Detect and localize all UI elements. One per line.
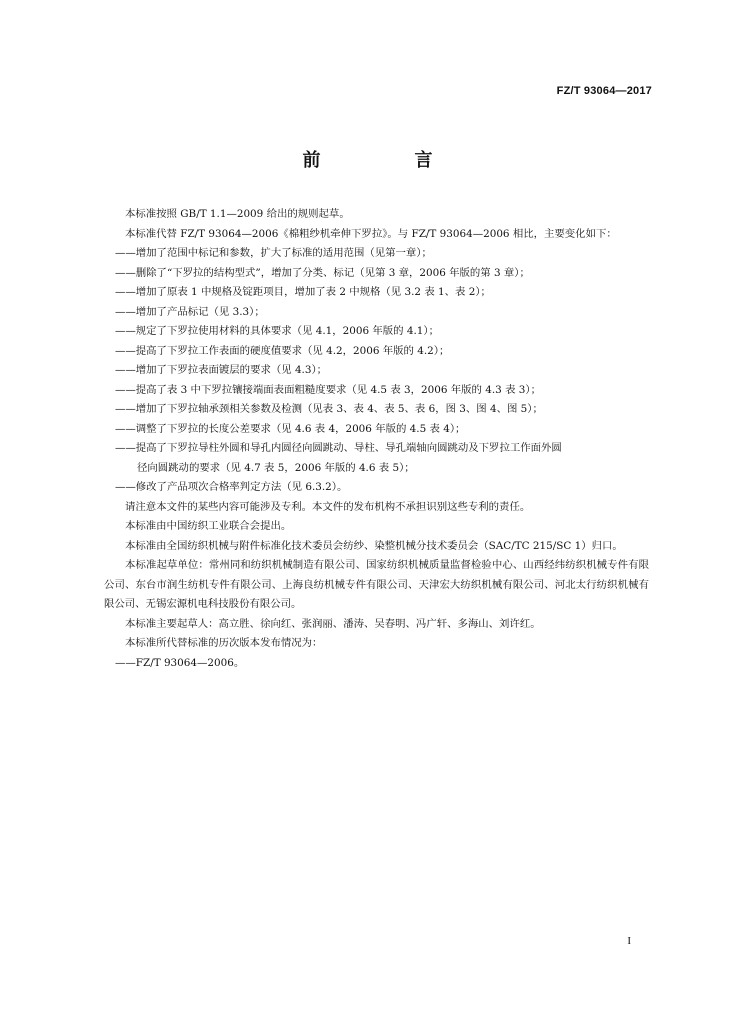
change-item-long-line1: ——提高了下罗拉导柱外圆和导孔内圆径向圆跳动、导柱、导孔端轴向圆跳动及下罗拉工作面外圆 <box>115 442 562 454</box>
change-item: ——删除了“下罗拉的结构型式”，增加了分类、标记（见第 3 章，2006 年版的第 3 章）； <box>115 266 530 279</box>
paragraph-drafting-rules: 本标准按照 GB/T 1.1—2009 给出的规则起草。 <box>125 208 350 220</box>
change-item: ——调整了下罗拉的长度公差要求（见 4.6 表 4，2006 年版的 4.5 表 4）； <box>115 422 466 435</box>
paragraph-patent-notice: 请注意本文件的某些内容可能涉及专利。本文件的发布机构不承担识别这些专利的责任。 <box>125 500 531 513</box>
change-item: ——提高了下罗拉工作表面的硬度值要求（见 4.2，2006 年版的 4.2）； <box>115 344 450 357</box>
change-item: ——增加了范围中标记和参数，扩大了标准的适用范围（见第一章）； <box>115 247 432 259</box>
paragraph-replacement: 本标准代替 FZ/T 93064—2006《棉粗纱机牵伸下罗拉》。与 FZ/T 93064—2006 相比，主要变化如下： <box>125 227 617 240</box>
paragraph-history-intro: 本标准所代替标准的历次版本发布情况为： <box>125 637 323 649</box>
change-item: ——提高了表 3 中下罗拉镶接端面表面粗糙度要求（见 4.5 表 3，2006 年版的 4.3 表 3）； <box>115 383 541 396</box>
page-number: I <box>627 935 631 947</box>
change-item: ——修改了产品项次合格率判定方法（见 6.3.2）。 <box>115 481 348 493</box>
change-item: ——增加了产品标记（见 3.3）； <box>115 305 265 318</box>
standard-code: FZ/T 93064—2017 <box>556 85 652 97</box>
change-item: ——增加了下罗拉表面镀层的要求（见 4.3）； <box>115 364 328 376</box>
paragraph-drafters: 本标准主要起草人：高立胜、徐向红、张润丽、潘涛、吴春明、冯广轩、多海山、刘许红。 <box>125 617 541 630</box>
change-item-long <box>115 439 649 478</box>
change-item: ——规定了下罗拉使用材料的具体要求（见 4.1，2006 年版的 4.1）； <box>115 325 439 337</box>
change-item: ——增加了原表 1 中规格及锭距项目，增加了表 2 中规格（见 3.2 表 1、表 2）； <box>115 286 491 298</box>
change-item-long-line2: 径向圆跳动的要求（见 4.7 表 5，2006 年版的 4.6 表 5）； <box>137 461 415 474</box>
paragraph-committee: 本标准由全国纺织机械与附件标准化技术委员会纺纱、染整机械分技术委员会（SAC/TC 215/SC 1）归口。 <box>125 539 623 552</box>
history-item: ——FZ/T 93064—2006。 <box>115 656 245 669</box>
paragraph-drafting-units: 本标准起草单位：常州同和纺织机械制造有限公司、国家纺织机械质量监督检验中心、山西经纬纺织机械专件有限公司、东台市润生纺机专件有限公司、上海良纺机械专件有限公司、天津宏大纺织机械有限公司、河北太行纺织机械有限公司、无锡宏源机电科技股份有限公司。 <box>104 559 649 610</box>
change-item: ——增加了下罗拉轴承颈相关参数及检测（见表 3、表 4、表 5、表 6，图 3、图 4、图 5）； <box>115 403 543 415</box>
paragraph-proposer: 本标准由中国纺织工业联合会提出。 <box>125 520 292 532</box>
page-title: 前 言 <box>302 150 471 171</box>
foreword-body <box>104 205 649 673</box>
